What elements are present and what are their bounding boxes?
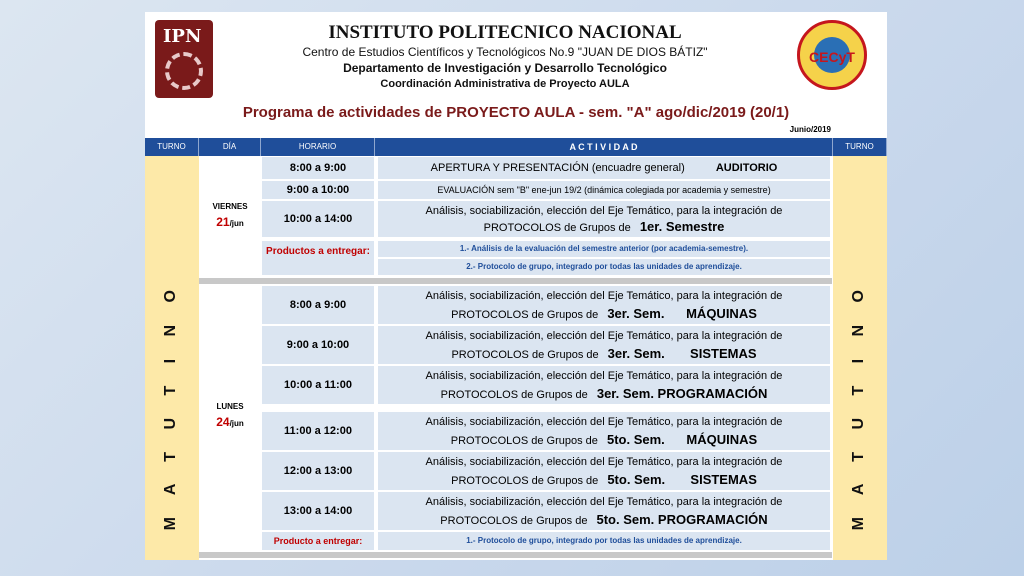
turno-label-right: M A T U T I N O	[850, 281, 867, 531]
activity-cell	[377, 200, 831, 238]
column-header-dia: DÍA	[199, 138, 261, 156]
day-name: LUNES	[216, 402, 244, 411]
ipn-logo-text: IPN	[163, 26, 202, 47]
activity-cell	[377, 365, 831, 405]
time-slot: 13:00 a 14:00	[261, 491, 375, 531]
activity-location: AUDITORIO	[715, 162, 778, 174]
activity-text: Análisis, sociabilización, elección del Eje Temático, para la integración de	[425, 416, 783, 428]
time-slot: 12:00 a 13:00	[261, 451, 375, 491]
column-header-turno-right: TURNO	[833, 138, 887, 156]
activity-cell	[377, 156, 831, 180]
activity-group: 3er. Sem. SISTEMAS	[607, 346, 757, 361]
program-title: Programa de actividades de PROYECTO AULA - sem. "A" ago/dic/2019 (20/1)	[242, 104, 790, 121]
activity-group: 5to. Sem. PROGRAMACIÓN	[596, 512, 768, 527]
activity-text: PROTOCOLOS de Grupos de	[451, 475, 599, 487]
activity-text: PROTOCOLOS de Grupos de	[440, 389, 588, 401]
section-divider	[199, 552, 832, 558]
ipn-logo	[155, 20, 213, 98]
turno-column-right	[833, 156, 887, 560]
cecyt-logo-text: CECyT	[809, 49, 855, 65]
activity-text: Análisis, sociabilización, elección del Eje Temático, para la integración de	[425, 205, 783, 217]
activity-group: 1er. Semestre	[639, 219, 725, 234]
time-slot: 9:00 a 10:00	[261, 180, 375, 200]
time-slot: 10:00 a 14:00	[261, 200, 375, 238]
time-slot: 8:00 a 9:00	[261, 156, 375, 180]
activity-cell	[377, 325, 831, 365]
activity-text: PROTOCOLOS de Grupos de	[483, 222, 631, 234]
activity-cell	[377, 285, 831, 325]
cecyt-logo	[797, 20, 867, 90]
time-slot: 9:00 a 10:00	[261, 325, 375, 365]
day-number: 21	[216, 215, 230, 229]
time-slot: 11:00 a 12:00	[261, 411, 375, 451]
activity-cell: EVALUACIÓN sem "B" ene-jun 19/2 (dinámica colegiada por academia y semestre)	[377, 180, 831, 200]
product-note: 2.- Protocolo de grupo, integrado por todas las unidades de aprendizaje.	[377, 258, 831, 276]
activity-text: Análisis, sociabilización, elección del Eje Temático, para la integración de	[425, 330, 783, 342]
activity-text: PROTOCOLOS de Grupos de	[451, 309, 599, 321]
gear-icon	[165, 52, 203, 90]
products-label: Productos a entregar:	[261, 240, 375, 276]
time-slot: 8:00 a 9:00	[261, 285, 375, 325]
column-header-actividad: A C T I V I D A D	[375, 138, 833, 156]
activity-group: 5to. Sem. SISTEMAS	[607, 472, 757, 487]
activity-text: APERTURA Y PRESENTACIÓN (encuadre general)	[430, 162, 685, 174]
activity-text: PROTOCOLOS de Grupos de	[451, 349, 599, 361]
products-label: Producto a entregar:	[261, 531, 375, 551]
activity-text: Análisis, sociabilización, elección del Eje Temático, para la integración de	[425, 370, 783, 382]
day-cell-viernes	[199, 202, 261, 229]
day-month: /jun	[229, 419, 244, 428]
activity-cell	[377, 451, 831, 491]
turno-label-left: M A T U T I N O	[162, 281, 179, 531]
time-slot: 10:00 a 11:00	[261, 365, 375, 405]
coordination-name: Coordinación Administrativa de Proyecto AULA	[380, 78, 630, 90]
day-month: /jun	[229, 219, 244, 228]
institution-name: INSTITUTO POLITECNICO NACIONAL	[328, 22, 682, 43]
activity-group: 5to. Sem. MÁQUINAS	[606, 432, 758, 447]
activity-cell	[377, 411, 831, 451]
activity-text: PROTOCOLOS de Grupos de	[440, 515, 588, 527]
column-header-turno: TURNO	[145, 138, 199, 156]
product-note: 1.- Análisis de la evaluación del semestre anterior (por academia-semestre).	[377, 240, 831, 258]
center-name: Centro de Estudios Científicos y Tecnológicos No.9 "JUAN DE DIOS BÁTIZ"	[302, 45, 708, 59]
document-date: Junio/2019	[789, 125, 831, 134]
turno-column-left	[145, 156, 199, 560]
activity-group: 3er. Sem. PROGRAMACIÓN	[596, 386, 768, 401]
activity-group: 3er. Sem. MÁQUINAS	[607, 306, 757, 321]
activity-text: PROTOCOLOS de Grupos de	[450, 435, 598, 447]
activity-text: Análisis, sociabilización, elección del Eje Temático, para la integración de	[425, 456, 783, 468]
day-number: 24	[216, 415, 230, 429]
day-cell-lunes	[199, 402, 261, 429]
schedule-sheet	[145, 12, 887, 560]
section-divider	[199, 278, 832, 284]
day-name: VIERNES	[212, 202, 248, 211]
department-name: Departamento de Investigación y Desarrollo Tecnológico	[343, 61, 667, 75]
column-header-horario: HORARIO	[261, 138, 375, 156]
product-note: 1.- Protocolo de grupo, integrado por todas las unidades de aprendizaje.	[377, 531, 831, 551]
activity-text: Análisis, sociabilización, elección del Eje Temático, para la integración de	[425, 496, 783, 508]
activity-cell	[377, 491, 831, 531]
activity-text: Análisis, sociabilización, elección del Eje Temático, para la integración de	[425, 290, 783, 302]
